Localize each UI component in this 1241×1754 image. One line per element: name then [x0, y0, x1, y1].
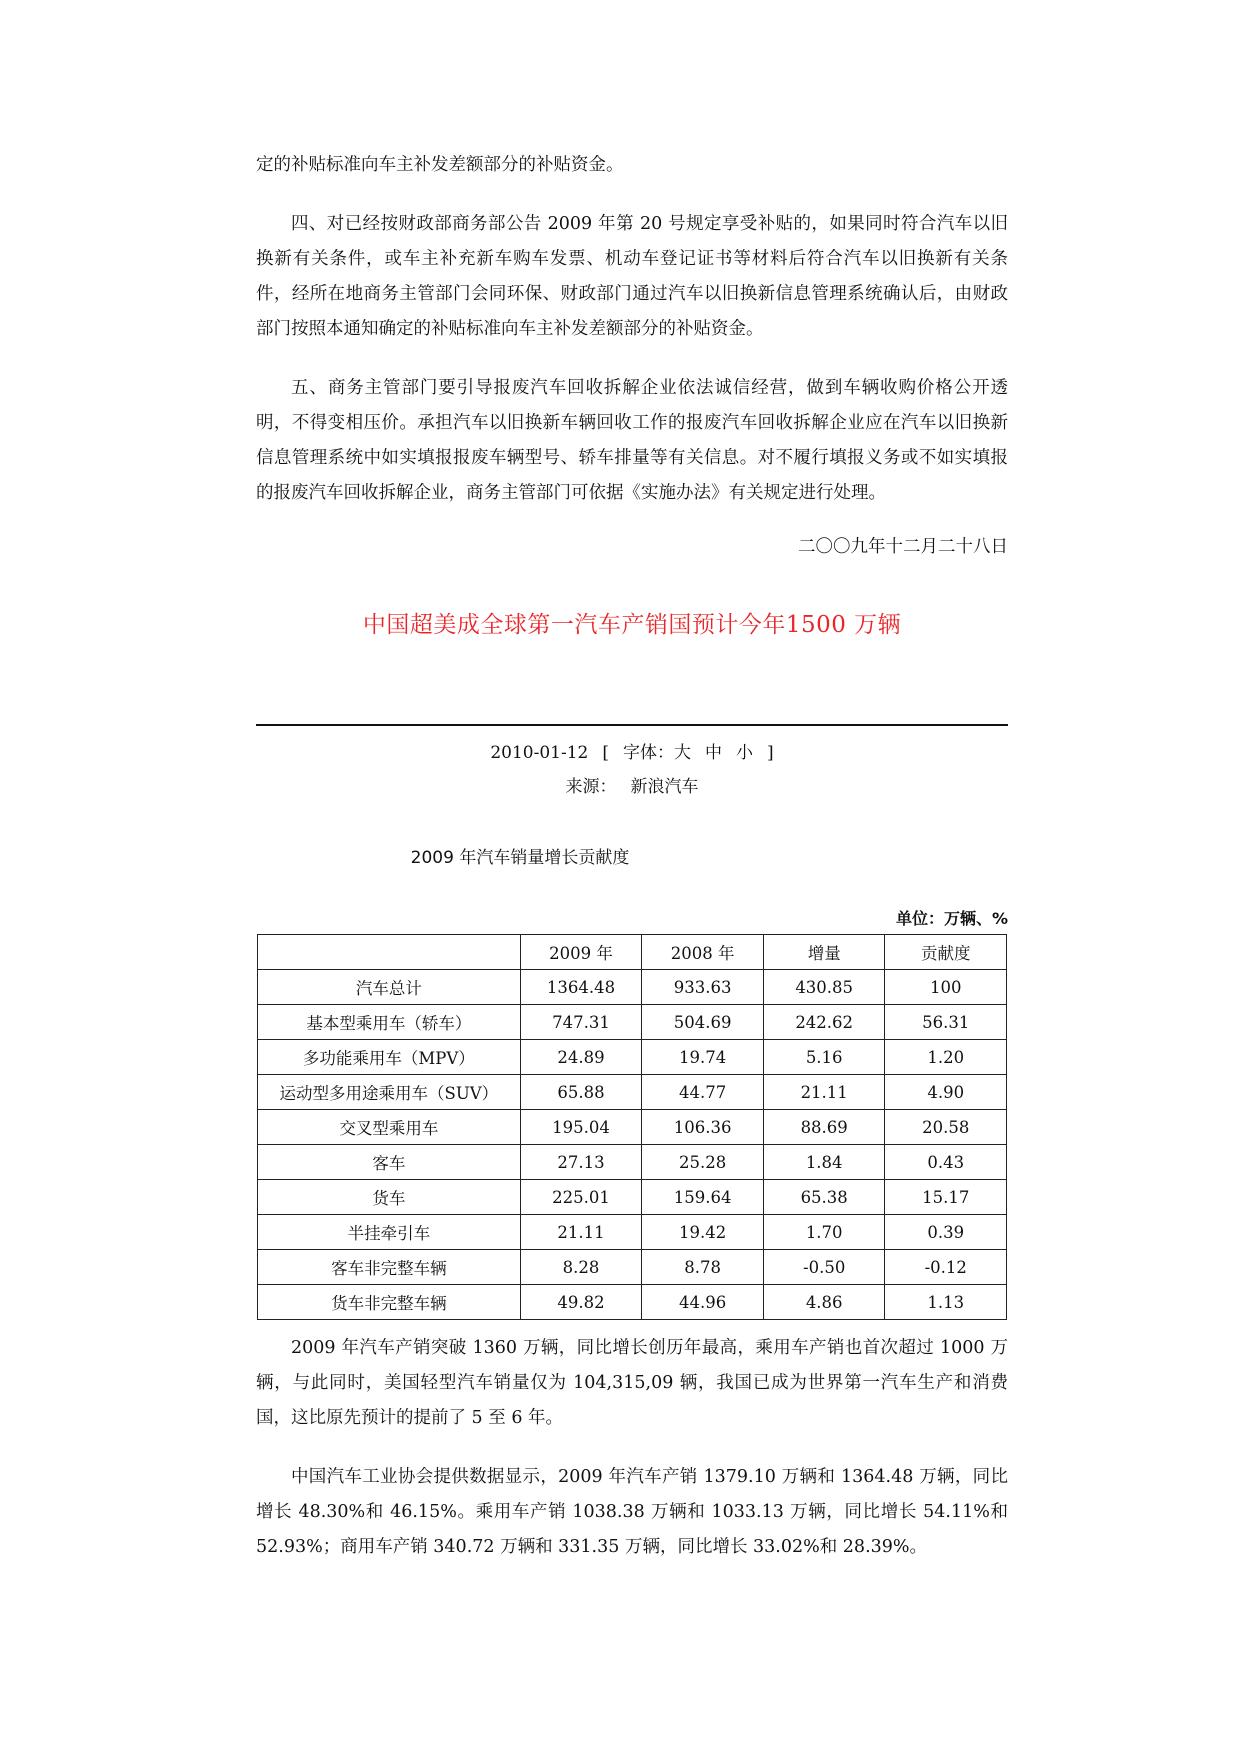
value-cell: 19.42 — [642, 1215, 764, 1250]
value-cell: 20.58 — [885, 1110, 1007, 1145]
value-cell: 1.20 — [885, 1040, 1007, 1075]
value-cell: 1364.48 — [520, 970, 642, 1005]
paragraph-sales-summary: 2009 年汽车产销突破 1360 万辆，同比增长创历年最高，乘用车产销也首次超过 1000 万辆，与此同时，美国轻型汽车销量仅为 104,315,09 辆，我国已成为世界第一汽车生产和消费国，这比原先预计的提前了 5 至 6 年。 — [256, 1338, 1008, 1428]
value-cell: 8.78 — [642, 1250, 764, 1285]
value-cell: 159.64 — [642, 1180, 764, 1215]
table-row — [258, 970, 1007, 1005]
table-row — [258, 1075, 1007, 1110]
font-size-bracket-open: [ — [602, 743, 609, 763]
table-row — [258, 1110, 1007, 1145]
value-cell: 15.17 — [885, 1180, 1007, 1215]
value-cell: 88.69 — [763, 1110, 885, 1145]
table-title: 2009 年汽车销量增长贡献度 — [410, 848, 630, 868]
value-cell: 21.11 — [763, 1075, 885, 1110]
row-label-cell: 运动型多用途乘用车（SUV） — [258, 1075, 521, 1110]
value-cell: 21.11 — [520, 1215, 642, 1250]
table-row — [258, 1040, 1007, 1075]
divider-line — [256, 724, 1008, 726]
value-cell: 19.74 — [642, 1040, 764, 1075]
table-row — [258, 1215, 1007, 1250]
value-cell: -0.12 — [885, 1250, 1007, 1285]
value-cell: 0.43 — [885, 1145, 1007, 1180]
article-date: 2010-01-12 — [490, 743, 589, 763]
paragraph-caam-data: 中国汽车工业协会提供数据显示，2009 年汽车产销 1379.10 万辆和 1364.48 万辆，同比增长 48.30%和 46.15%。乘用车产销 1038.38 万辆和 1033.13 万辆，同比增长 54.11%和 52.93%；商用车产销 340.72 万辆和 331.35 万辆，同比增长 33.02%和 28.39%。 — [256, 1467, 1008, 1557]
value-cell: 1.70 — [763, 1215, 885, 1250]
table-row — [258, 1250, 1007, 1285]
row-label-cell: 客车非完整车辆 — [258, 1250, 521, 1285]
value-cell: 747.31 — [520, 1005, 642, 1040]
article-source — [256, 772, 1008, 797]
bottom-paragraphs — [256, 1331, 1008, 1565]
value-cell: 4.86 — [763, 1285, 885, 1320]
paragraph-item-five: 五、商务主管部门要引导报废汽车回收拆解企业依法诚信经营，做到车辆收购价格公开透明，不得变相压价。承担汽车以旧换新车辆回收工作的报废汽车回收拆解企业应在汽车以旧换新信息管理系统中如实填报报废车辆型号、轿车排量等有关信息。对不履行填报义务或不如实填报的报废汽车回收拆解企业，商务主管部门可依据《实施办法》有关规定进行处理。 — [256, 378, 1008, 503]
article-meta — [256, 738, 1008, 763]
value-cell: 65.88 — [520, 1075, 642, 1110]
source-name: 新浪汽车 — [630, 777, 699, 797]
value-cell: 2008 年 — [642, 935, 764, 970]
value-cell: 195.04 — [520, 1110, 642, 1145]
value-cell: 4.90 — [885, 1075, 1007, 1110]
paragraph-item-four: 四、对已经按财政部商务部公告 2009 年第 20 号规定享受补贴的，如果同时符合汽车以旧换新有关条件，或车主补充新车购车发票、机动车登记证书等材料后符合汽车以旧换新有关条件，经所在地商务主管部门会同环保、财政部门通过汽车以旧换新信息管理系统确认后，由财政部门按照本通知确定的补贴标准向车主补发差额部分的补贴资金。 — [256, 214, 1008, 339]
value-cell: 242.62 — [763, 1005, 885, 1040]
table-header-row — [258, 935, 1007, 970]
font-size-small-link[interactable]: 小 — [736, 743, 753, 763]
value-cell: 225.01 — [520, 1180, 642, 1215]
value-cell: -0.50 — [763, 1250, 885, 1285]
value-cell: 27.13 — [520, 1145, 642, 1180]
row-label-cell — [258, 935, 521, 970]
value-cell: 100 — [885, 970, 1007, 1005]
table-row — [258, 1005, 1007, 1040]
row-label-cell: 多功能乘用车（MPV） — [258, 1040, 521, 1075]
value-cell: 1.84 — [763, 1145, 885, 1180]
value-cell: 24.89 — [520, 1040, 642, 1075]
article-headline[interactable]: 中国超美成全球第一汽车产销国预计今年1500 万辆 — [362, 612, 902, 638]
font-size-large-link[interactable]: 大 — [674, 743, 691, 763]
value-cell: 106.36 — [642, 1110, 764, 1145]
row-label-cell: 客车 — [258, 1145, 521, 1180]
top-paragraphs — [256, 148, 1008, 511]
value-cell: 44.96 — [642, 1285, 764, 1320]
table-unit: 单位：万辆、% — [895, 909, 1008, 928]
table-row — [258, 1180, 1007, 1215]
source-label: 来源： — [565, 777, 617, 797]
table-row — [258, 1145, 1007, 1180]
value-cell: 2009 年 — [520, 935, 642, 970]
value-cell: 8.28 — [520, 1250, 642, 1285]
value-cell: 430.85 — [763, 970, 885, 1005]
value-cell: 0.39 — [885, 1215, 1007, 1250]
value-cell: 56.31 — [885, 1005, 1007, 1040]
row-label-cell: 半挂牵引车 — [258, 1215, 521, 1250]
value-cell: 贡献度 — [885, 935, 1007, 970]
value-cell: 65.38 — [763, 1180, 885, 1215]
value-cell: 25.28 — [642, 1145, 764, 1180]
row-label-cell: 基本型乘用车（轿车） — [258, 1005, 521, 1040]
row-label-cell: 交叉型乘用车 — [258, 1110, 521, 1145]
paragraph-continuation: 定的补贴标准向车主补发差额部分的补贴资金。 — [256, 155, 624, 175]
font-size-medium-link[interactable]: 中 — [705, 743, 722, 763]
row-label-cell: 汽车总计 — [258, 970, 521, 1005]
row-label-cell: 货车非完整车辆 — [258, 1285, 521, 1320]
signature-date: 二〇〇九年十二月二十八日 — [798, 537, 1008, 557]
value-cell: 44.77 — [642, 1075, 764, 1110]
value-cell: 504.69 — [642, 1005, 764, 1040]
value-cell: 增量 — [763, 935, 885, 970]
value-cell: 49.82 — [520, 1285, 642, 1320]
value-cell: 933.63 — [642, 970, 764, 1005]
value-cell: 5.16 — [763, 1040, 885, 1075]
font-size-label: 字体： — [623, 743, 674, 763]
row-label-cell: 货车 — [258, 1180, 521, 1215]
table-row — [258, 1285, 1007, 1320]
value-cell: 1.13 — [885, 1285, 1007, 1320]
font-size-bracket-close: ] — [767, 743, 774, 763]
sales-contribution-table — [257, 934, 1007, 1320]
